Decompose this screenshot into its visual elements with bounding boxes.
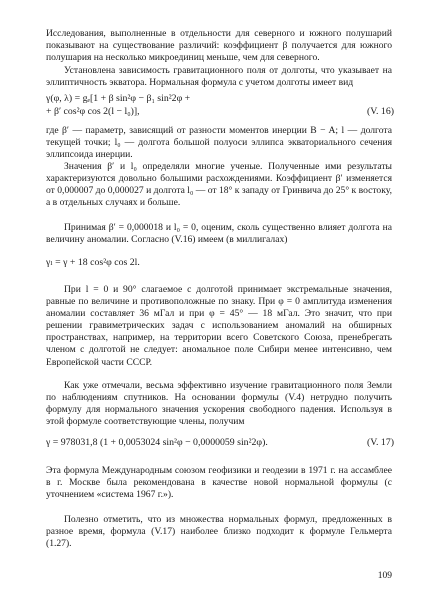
equation-v17 xyxy=(46,436,394,449)
equation-v16-line1: γ(φ, λ) = gₑ[1 + β sin²φ − β₁ sin²2φ + xyxy=(46,93,191,104)
paragraph-parameter-definitions: где β′ — параметр, зависящий от разности моментов инерции B − A; l — долгота текущей точки; l₀ — долгота большой полуоси эллипса экваториального сечения эллипсоида инерции. xyxy=(46,125,392,161)
paragraph-satellite-observations: Как уже отмечали, весьма эффективно изучение гравитационного поля Земли по наблюдениям спутников. На основании формулы (V.4) нетрудно получить формулу для нормального значения ускорения свободного падения. Используя в этой формуле соответствующие члены, получим xyxy=(46,380,392,428)
equation-v16 xyxy=(46,92,394,118)
equation-v17-line: γ = 978031,8 (1 + 0,0053024 sin²φ − 0,0000059 sin²2φ). xyxy=(46,437,268,448)
paragraph-estimate: Принимая β′ = 0,000018 и l₀ = 0, оценим, сколь существенно влияет долгота на величину аномалии. Согласно (V.16) имеем (в миллигалах) xyxy=(46,222,392,246)
equation-v17-number: (V. 17) xyxy=(366,437,394,448)
page-number: 109 xyxy=(377,571,392,581)
paragraph-helmert-comparison: Полезно отметить, что из множества нормальных формул, предложенных в разное время, формула (V.17) наиболее близко подходит к формуле Гельмерта (1.27). xyxy=(46,514,392,550)
equation-gamma-l-line: γₗ = γ + 18 cos²φ cos 2l. xyxy=(46,257,140,268)
paragraph-extremal-values: При l = 0 и 90° слагаемое с долготой принимает экстремальные значения, равные по величине и противоположные по знаку. При φ = 0 амплитуда изменения аномалии составляет 36 мГал и при φ = 45° — 18 мГал. Это значит, что при решении гравиметрических задач с использованием аномалий на обширных пространствах, например, на территории всего Советского Союза, пренебрегать членом с долготой не следует: аномальное поле Сибири менее интенсивно, чем Европейской части СССР. xyxy=(46,284,392,368)
equation-v16-number: (V. 16) xyxy=(366,106,394,117)
paragraph-iugg-recommendation: Эта формула Международным союзом геофизики и геодезии в 1971 г. на ассамблее в г. Москве была рекомендована в качестве новой нормальной формулы (с уточнением «система 1967 г.»). xyxy=(46,465,392,501)
paragraph-beta-values: Значения β′ и l₀ определяли многие ученые. Полученные ими результаты характеризуются довольно большими расхождениями. Коэффициент β′ изменяется от 0,000007 до 0,000027 и долгота l₀ — от 18° к западу от Гринвича до 25° к востоку, а в отдельных случаях и больше. xyxy=(46,161,392,209)
paragraph-hemispheres: Исследования, выполненные в отдельности для северного и южного полушарий показывают на существование различий: коэффициент β получается для южного полушария на несколько микроединиц меньше, чем для северного. xyxy=(46,28,392,64)
equation-v16-line2: + β′ cos²φ cos 2(l − l₀)], xyxy=(46,106,140,117)
equation-gamma-l xyxy=(46,256,394,269)
paragraph-longitude-dependence: Установлена зависимость гравитационного поля от долготы, что указывает на эллиптичность экватора. Нормальная формула с учетом долготы имеет вид xyxy=(46,65,392,89)
